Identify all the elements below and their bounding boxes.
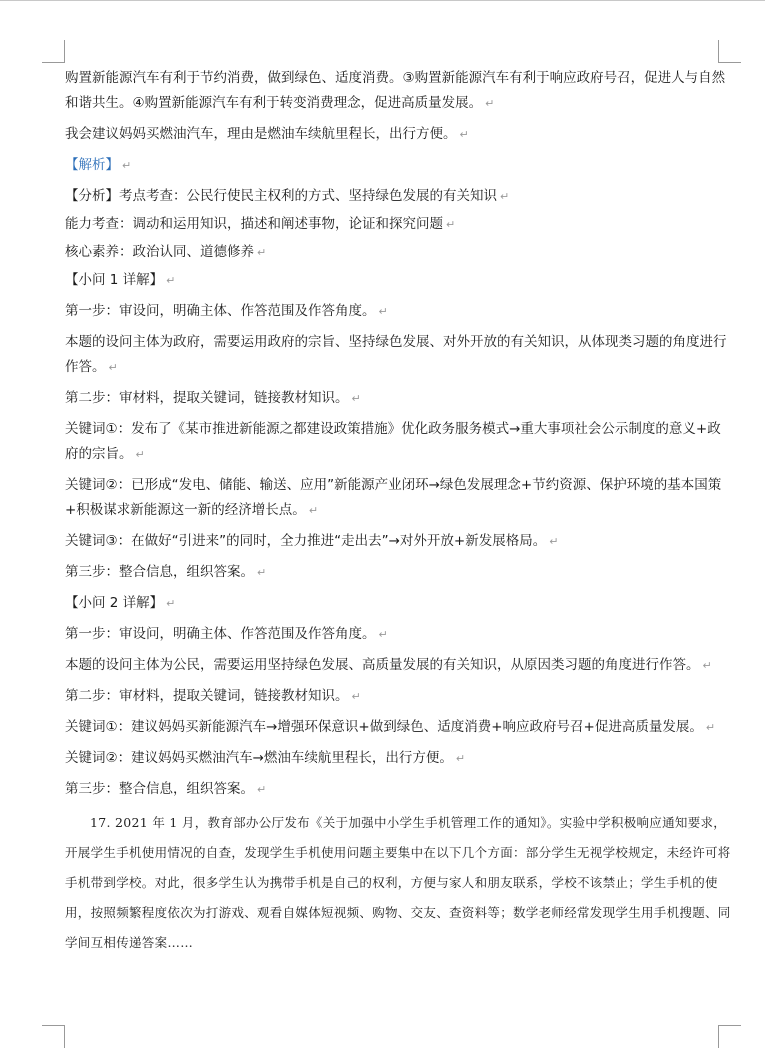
paragraph-mark: ↵ [485, 97, 495, 110]
paragraph-step-1b[interactable]: 第一步：审设问，明确主体、作答范围及作答角度。 ↵ [65, 626, 388, 642]
paragraph-mark: ↵ [446, 218, 456, 231]
paragraph-mark: ↵ [135, 448, 145, 461]
subquestion-1-heading[interactable]: 【小问 1 详解】 ↵ [65, 272, 176, 288]
paragraph-step-3[interactable]: 第三步：整合信息，组织答案。 ↵ [65, 564, 267, 580]
window-top-edge [0, 0, 765, 1]
paragraph-core-literacy[interactable]: 核心素养：政治认同、道德修养 ↵ [65, 244, 267, 260]
paragraph-mark: ↵ [378, 305, 388, 318]
paragraph-mark: ↵ [166, 274, 176, 287]
paragraph-mark: ↵ [108, 361, 118, 374]
analysis-heading[interactable]: 【解析】 ↵ [65, 157, 132, 173]
paragraph-mark: ↵ [705, 721, 716, 734]
paragraph-mark: ↵ [308, 504, 319, 517]
paragraph-mark: ↵ [122, 159, 132, 172]
paragraph-mark: ↵ [257, 246, 267, 259]
paragraph-answer-choice[interactable]: 我会建议妈妈买燃油汽车，理由是燃油车续航里程长，出行方便。 ↵ [65, 126, 469, 142]
paragraph-mark: ↵ [459, 128, 469, 141]
paragraph-keyword-1[interactable]: 关键词①：发布了《某市推进新能源之都建设政策措施》优化政务服务模式→重大事项社会公示制度的意义+政府的宗旨。 ↵ [65, 421, 721, 462]
paragraph-step-1[interactable]: 第一步：审设问，明确主体、作答范围及作答角度。 ↵ [65, 303, 388, 319]
paragraph-mark: ↵ [702, 659, 712, 672]
question-17-text[interactable]: 17. 2021 年 1 月，教育部办公厅发布《关于加强中小学生手机管理工作的通知》。实验中学积极响应通知要求，开展学生手机使用情况的自查，发现学生手机使用问题主要集中在以下几个方面：部分学生无视学校规定，未经许可将手机带到学校。对此，很多学生认为携带手机是自己的权利，方便与家人和朋友联系，学校不该禁止；学生手机的使用，按照频繁程度依次为打游戏、观看自媒体短视频、购物、交友、查资料等；数学老师经常发现学生用手机搜题、同学间互相传递答案…… [65, 815, 731, 950]
paragraph-mark: ↵ [257, 783, 267, 796]
paragraph-analysis-topic[interactable]: 【分析】考点考查：公民行使民主权利的方式、坚持绿色发展的有关知识 ↵ [65, 188, 510, 204]
paragraph-mark: ↵ [351, 392, 361, 405]
paragraph-keyword-3[interactable]: 关键词③：在做好“引进来”的同时，全力推进“走出去”→对外开放+新发展格局。 ↵ [65, 533, 559, 549]
paragraph-mark: ↵ [455, 752, 466, 765]
crop-mark-top-left [42, 40, 65, 63]
paragraph-mark: ↵ [549, 535, 559, 548]
paragraph-keyword-2[interactable]: 关键词②：已形成“发电、储能、输送、应用”新能源产业闭环→绿色发展理念+节约资源、保护环境的基本国策+积极谋求新能源这一新的经济增长点。 ↵ [65, 477, 722, 518]
crop-mark-top-right [718, 40, 741, 63]
paragraph-mark: ↵ [257, 566, 267, 579]
crop-mark-bottom-right [718, 1025, 741, 1048]
paragraph-ability[interactable]: 能力考查：调动和运用知识，描述和阐述事物，论证和探究问题 ↵ [65, 216, 456, 232]
subquestion-2-heading[interactable]: 【小问 2 详解】 ↵ [65, 595, 176, 611]
paragraph-answer-reasons[interactable]: 购置新能源汽车有利于节约消费，做到绿色、适度消费。③购置新能源汽车有利于响应政府号召，促进人与自然和谐共生。④购置新能源汽车有利于转变消费理念，促进高质量发展。 ↵ [65, 70, 726, 111]
paragraph-step-2[interactable]: 第二步：审材料，提取关键词，链接教材知识。 ↵ [65, 390, 361, 406]
paragraph-keyword-2b[interactable]: 关键词②：建议妈妈买燃油汽车→燃油车续航里程长，出行方便。 ↵ [65, 750, 466, 766]
paragraph-keyword-1b[interactable]: 关键词①：建议妈妈买新能源汽车→增强环保意识+做到绿色、适度消费+响应政府号召+促进高质量发展。 ↵ [65, 719, 716, 735]
paragraph-mark: ↵ [378, 628, 388, 641]
paragraph-mark: ↵ [166, 597, 176, 610]
paragraph-mark: ↵ [351, 690, 361, 703]
paragraph-step-3b[interactable]: 第三步：整合信息，组织答案。 ↵ [65, 781, 267, 797]
paragraph-subject-government[interactable]: 本题的设问主体为政府，需要运用政府的宗旨、坚持绿色发展、对外开放的有关知识，从体现类习题的角度进行作答。 ↵ [65, 334, 727, 375]
paragraph-step-2b[interactable]: 第二步：审材料，提取关键词，链接教材知识。 ↵ [65, 688, 361, 704]
paragraph-mark: ↵ [500, 190, 510, 203]
crop-mark-bottom-left [42, 1025, 65, 1048]
document-body [65, 66, 733, 964]
paragraph-subject-citizen[interactable]: 本题的设问主体为公民，需要运用坚持绿色发展、高质量发展的有关知识，从原因类习题的角度进行作答。 ↵ [65, 657, 712, 673]
